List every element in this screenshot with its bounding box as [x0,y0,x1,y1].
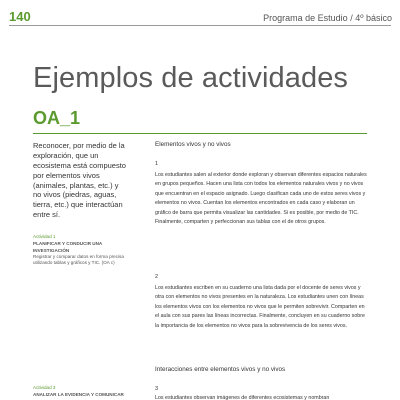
sidenote-activity-3 [33,385,128,399]
sidenote-text: Registrar y comparar datos en forma precisa utilizando tablas y gráficos y TIC. (OA c) [33,253,124,266]
activity-paragraph: Los estudiantes escriben en su cuaderno una lista dada por el docente de seres vivos y otra con elementos no vivos presentes en la naturaleza. Los estudiantes unen con líneas los elementos vivos con los elementos no vivos que le permiten sobrevivir. Comparten en el aula con sus pares las líneas incorrectas. Finalmente, concluyen en su cuaderno sobre la importancia de los elementos no vivos para la sobrevivencia de los seres vivos. [155,285,365,329]
sidenote-activity-1 [33,234,128,267]
running-header: Programa de Estudio / 4º básico [263,13,392,23]
page-title: Ejemplos de actividades [33,62,349,94]
activity-paragraph: Los estudiantes observan imágenes de diferentes ecosistemas y nombran [155,395,330,400]
sidenote-title: ANALIZAR LA EVIDENCIA Y COMUNICAR [33,392,124,398]
activity-paragraph: Los estudiantes salen al exterior donde exploran y observan diferentes espacios naturales en grupos pequeños. Hacen una lista con todos los elementos naturales vivos y no vivos que encuentran en el espacio asignado. Luego clasifican cada uno de estos seres vivos y elementos no vivos. Cuentan los elementos encontrados en cada caso y elaboran un gráfico de barra que permita visualizar las cantidades. Si es posible, por medio de TIC. Finalmente, comparten y perfeccionan sus tablas con el de otros grupos. [155,172,367,226]
activity-number: 3 [155,386,159,392]
objective-code: OA_1 [33,108,81,128]
objective-text: Reconocer, por medio de la exploración, que un ecosistema está compuesto por elementos vivos (animales, plantas, etc.) y no vivos (piedras, aguas, tierra, etc.) que interactúan entre sí. [33,141,126,220]
activity-text [155,171,370,228]
sidenote-label: Actividad 1 [33,234,56,239]
sidenote-label: Actividad 3 [33,385,56,390]
activity-number: 1 [155,161,159,167]
section-heading: Elementos vivos y no vivos [155,141,231,148]
activity-text [155,284,370,331]
section-heading: Interacciones entre elementos vivos y no vivos [155,366,286,373]
header-divider [9,25,391,26]
activity-number: 2 [155,274,159,280]
activity-text [155,394,370,400]
objective-divider [33,133,367,134]
sidenote-title: PLANIFICAR Y CONDUCIR UNA INVESTIGACIÓN [33,241,103,253]
page-number: 140 [9,9,31,24]
